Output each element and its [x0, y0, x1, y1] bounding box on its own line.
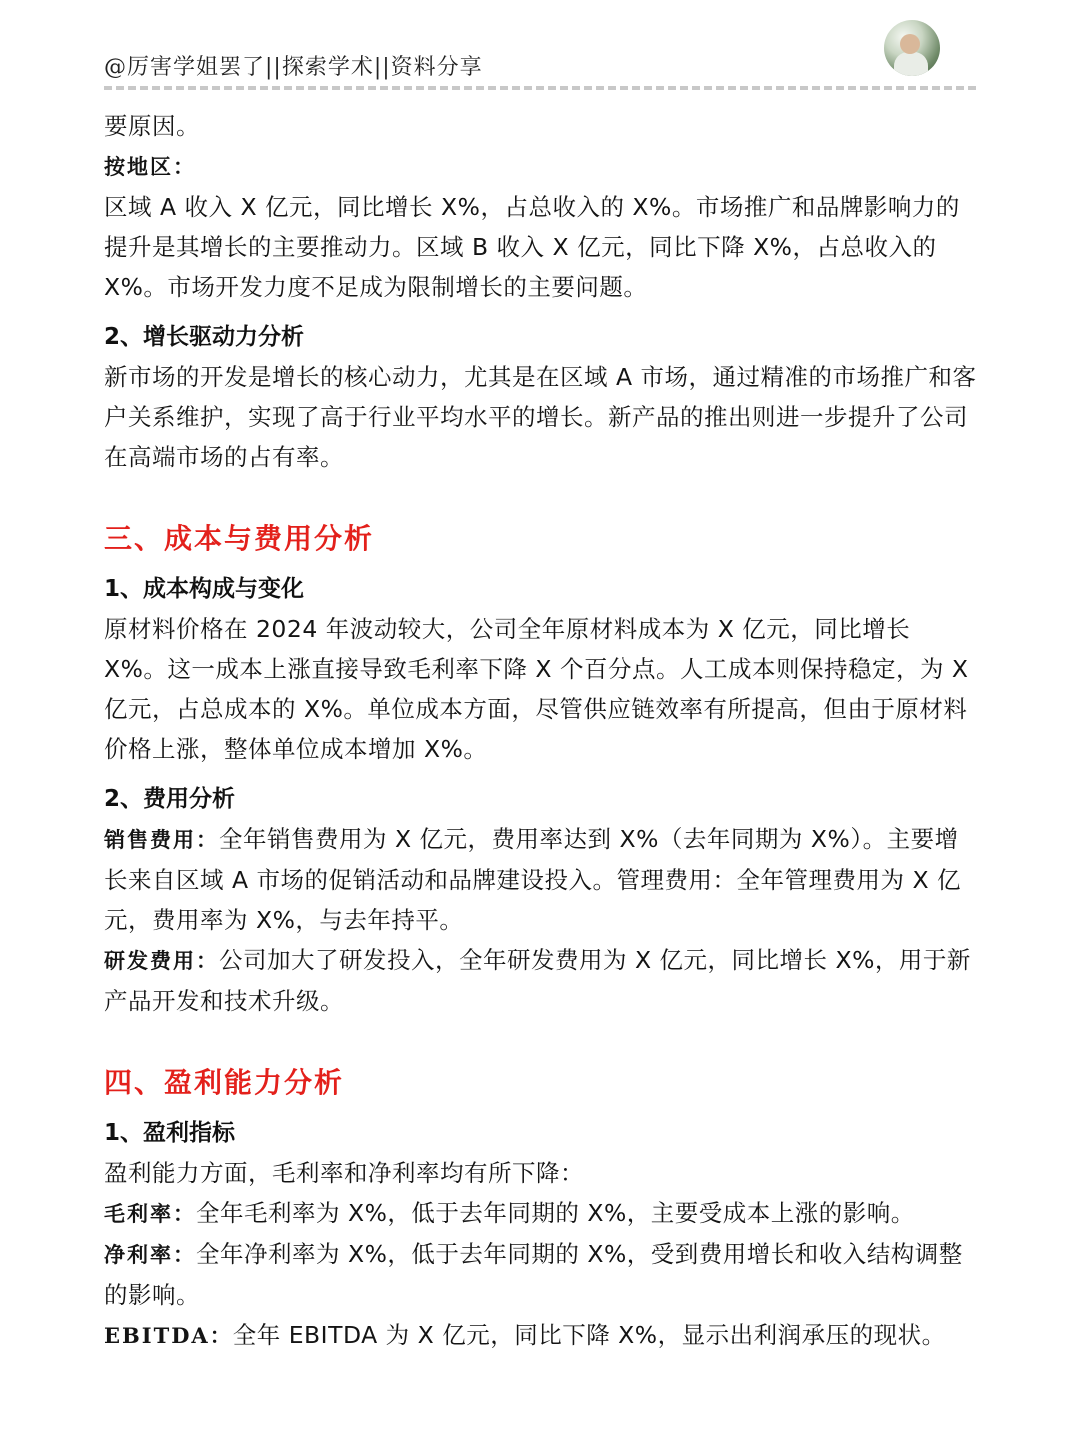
- rd-expense-label: 研发费用：: [104, 948, 219, 973]
- document-body: [104, 106, 980, 1356]
- rd-expense-text: 公司加大了研发投入，全年研发费用为 X 亿元，同比增长 X%，用于新产品开发和技术升级。: [104, 946, 971, 1015]
- header-divider: [104, 86, 976, 90]
- sales-expense-text: 全年销售费用为 X 亿元，费用率达到 X%（去年同期为 X%）。主要增长来自区域 A 市场的促销活动和品牌建设投入。管理费用：全年管理费用为 X 亿元，费用率为 X%，与去年持平。: [104, 825, 962, 934]
- gross-margin-text: 全年毛利率为 X%，低于去年同期的 X%，主要受成本上涨的影响。: [196, 1199, 915, 1227]
- avatar-figure-body: [894, 52, 928, 76]
- subheading-expense-analysis: 2、费用分析: [104, 786, 236, 812]
- net-margin-text: 全年净利率为 X%，低于去年同期的 X%，受到费用增长和收入结构调整的影响。: [104, 1240, 963, 1309]
- subheading-profit-indicators: 1、盈利指标: [104, 1120, 236, 1146]
- paragraph-continuation: 要原因。: [104, 112, 200, 140]
- paragraph-growth: 新市场的开发是增长的核心动力，尤其是在区域 A 市场，通过精准的市场推广和客户关系维护，实现了高于行业平均水平的增长。新产品的推出则进一步提升了公司在高端市场的占有率。: [104, 363, 977, 471]
- avatar[interactable]: [884, 20, 940, 76]
- subheading-growth-drivers: 2、增长驱动力分析: [104, 324, 305, 350]
- section-heading-cost: 三、成本与费用分析: [104, 522, 375, 555]
- paragraph-region: [104, 146, 980, 187]
- sales-expense-label: 销售费用：: [104, 827, 219, 852]
- section-heading-profitability: 四、盈利能力分析: [104, 1066, 345, 1099]
- paragraph-rd-expense: [104, 940, 980, 1021]
- paragraph-gross-margin: [104, 1193, 980, 1234]
- ebitda-text: 全年 EBITDA 为 X 亿元，同比下降 X%，显示出利润承压的现状。: [232, 1321, 946, 1349]
- region-lead-label: 按地区：: [104, 154, 196, 179]
- paragraph-ebitda: [104, 1315, 980, 1356]
- ebitda-label: EBITDA：: [104, 1323, 233, 1348]
- gross-margin-label: 毛利率：: [104, 1201, 196, 1226]
- paragraph-cost: 原材料价格在 2024 年波动较大，公司全年原材料成本为 X 亿元，同比增长 X%。这一成本上涨直接导致毛利率下降 X 个百分点。人工成本则保持稳定，为 X 亿元，占总成本的 X%。单位成本方面，尽管供应链效率有所提高，但由于原材料价格上涨，整体单位成本增加 X%。: [104, 615, 969, 763]
- paragraph-net-margin: [104, 1234, 980, 1315]
- paragraph-region-text: 区域 A 收入 X 亿元，同比增长 X%，占总收入的 X%。市场推广和品牌影响力的提升是其增长的主要推动力。区域 B 收入 X 亿元，同比下降 X%，占总收入的 X%。市场开发力度不足成为限制增长的主要问题。: [104, 193, 960, 301]
- account-header: @厉害学姐罢了||探索学术||资料分享: [104, 55, 483, 80]
- paragraph-sales-expense: [104, 819, 980, 940]
- avatar-figure-head: [900, 34, 920, 54]
- paragraph-profit-intro: 盈利能力方面，毛利率和净利率均有所下降：: [104, 1159, 584, 1187]
- subheading-cost-structure: 1、成本构成与变化: [104, 576, 305, 602]
- net-margin-label: 净利率：: [104, 1242, 196, 1267]
